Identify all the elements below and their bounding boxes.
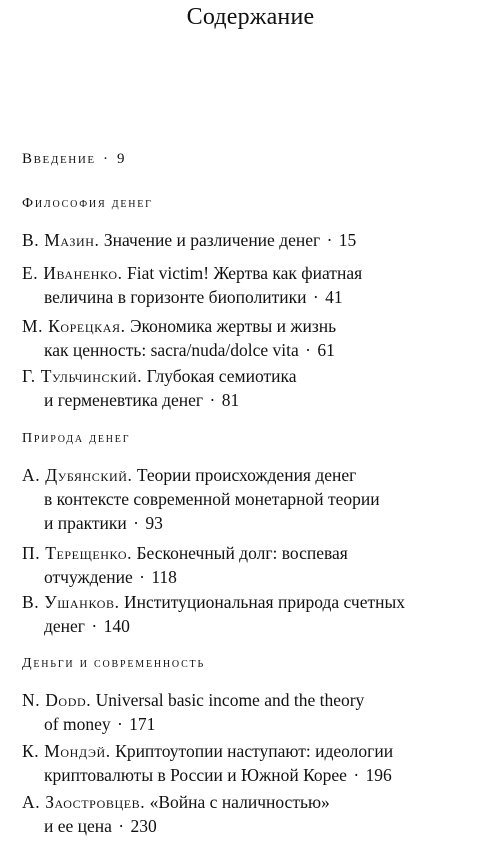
- entry-title: Экономика жертвы и жизнь: [129, 316, 337, 336]
- entry-page: 41: [325, 287, 343, 307]
- intro-page: 9: [117, 151, 127, 167]
- entry-page: 118: [151, 567, 177, 587]
- entry-author: В. Ушанков.: [22, 592, 120, 612]
- toc-entry: N. Dodd. Universal basic income and the theory of money · 171: [22, 690, 365, 734]
- entry-title-cont: и ее цена: [44, 816, 112, 836]
- entry-page: 81: [221, 390, 240, 410]
- entry-title-cont: of money: [44, 714, 111, 734]
- toc-entry: А. Дубянский. Теории происхождения денег в контексте современной монетарной теории и практики · 93: [22, 463, 500, 535]
- entry-title: Значение и различение денег: [103, 230, 321, 250]
- entry-author: М. Корецкая.: [22, 316, 126, 336]
- entry-author: Г. Тульчинский.: [22, 366, 143, 386]
- entry-title-cont: криптовалюты в России и Южной Корее: [44, 765, 347, 785]
- entry-title: «Война с наличностью»: [149, 792, 330, 812]
- toc-entry: П. Терещенко. Бесконечный долг: воспевая отчуждение · 118: [22, 543, 348, 587]
- intro-label: Введение: [22, 151, 96, 167]
- toc-entry: В. Ушанков. Институциональная природа счетных денег · 140: [22, 592, 406, 636]
- entry-author: В. Мазин.: [22, 230, 100, 250]
- entry-page: 61: [317, 340, 335, 360]
- entry-page: 15: [338, 230, 357, 250]
- toc-entry: А. Заостровцев. «Война с наличностью» и ее цена · 230: [22, 792, 330, 836]
- entry-page: 140: [103, 616, 130, 636]
- entry-title: Universal basic income and the theory: [95, 690, 365, 710]
- entry-title: Криптоутопии наступают: идеологии: [115, 741, 394, 761]
- entry-title-cont: отчуждение: [44, 567, 133, 587]
- entry-author: А. Дубянский.: [22, 465, 133, 485]
- entry-author: N. Dodd.: [22, 690, 92, 710]
- toc-entry: В. Мазин. Значение и различение денег · 15: [22, 230, 357, 250]
- toc-entry: Г. Тульчинский. Глубокая семиотика и герменевтика денег · 81: [22, 366, 297, 410]
- entry-page: 171: [129, 714, 156, 734]
- toc-entry: Е. Иваненко. Fiat victim! Жертва как фиатная величина в горизонте биополитики · 41: [22, 263, 363, 307]
- entry-title-cont: в контексте современной монетарной теории: [44, 489, 380, 509]
- entry-author: А. Заостровцев.: [22, 792, 146, 812]
- entry-page: 196: [365, 765, 392, 785]
- intro-entry: Введение · 9: [22, 151, 127, 167]
- entry-title: Fiat victim! Жертва как фиатная: [126, 263, 363, 283]
- entry-title: Глубокая семиотика: [146, 366, 297, 386]
- entry-page: 93: [145, 513, 163, 533]
- entry-author: К. Мондэй.: [22, 741, 111, 761]
- entry-page: 230: [130, 816, 157, 836]
- section-title-nature: Природа денег: [22, 431, 131, 446]
- entry-title-cont: денег: [44, 616, 85, 636]
- entry-author: П. Терещенко.: [22, 543, 133, 563]
- section-title-philosophy: Философия денег: [22, 196, 153, 211]
- entry-title-cont: и герменевтика денег: [44, 390, 204, 410]
- page-title: Содержание: [186, 4, 315, 30]
- entry-title-cont: величина в горизонте биополитики: [44, 287, 307, 307]
- entry-title: Теории происхождения денег: [136, 465, 357, 485]
- section-title-modernity: Деньги и современность: [22, 656, 205, 671]
- entry-title: Институциональная природа счетных: [123, 592, 406, 612]
- entry-title: Бесконечный долг: воспевая: [136, 543, 348, 563]
- entry-author: Е. Иваненко.: [22, 263, 123, 283]
- toc-entry: К. Мондэй. Криптоутопии наступают: идеологии криптовалюты в России и Южной Корее · 196: [22, 741, 394, 785]
- entry-title-cont: как ценность: sacra/nuda/dolce vita: [44, 340, 299, 360]
- toc-entry: М. Корецкая. Экономика жертвы и жизнь как ценность: sacra/nuda/dolce vita · 61: [22, 316, 337, 360]
- entry-title-cont: и практики: [44, 513, 127, 533]
